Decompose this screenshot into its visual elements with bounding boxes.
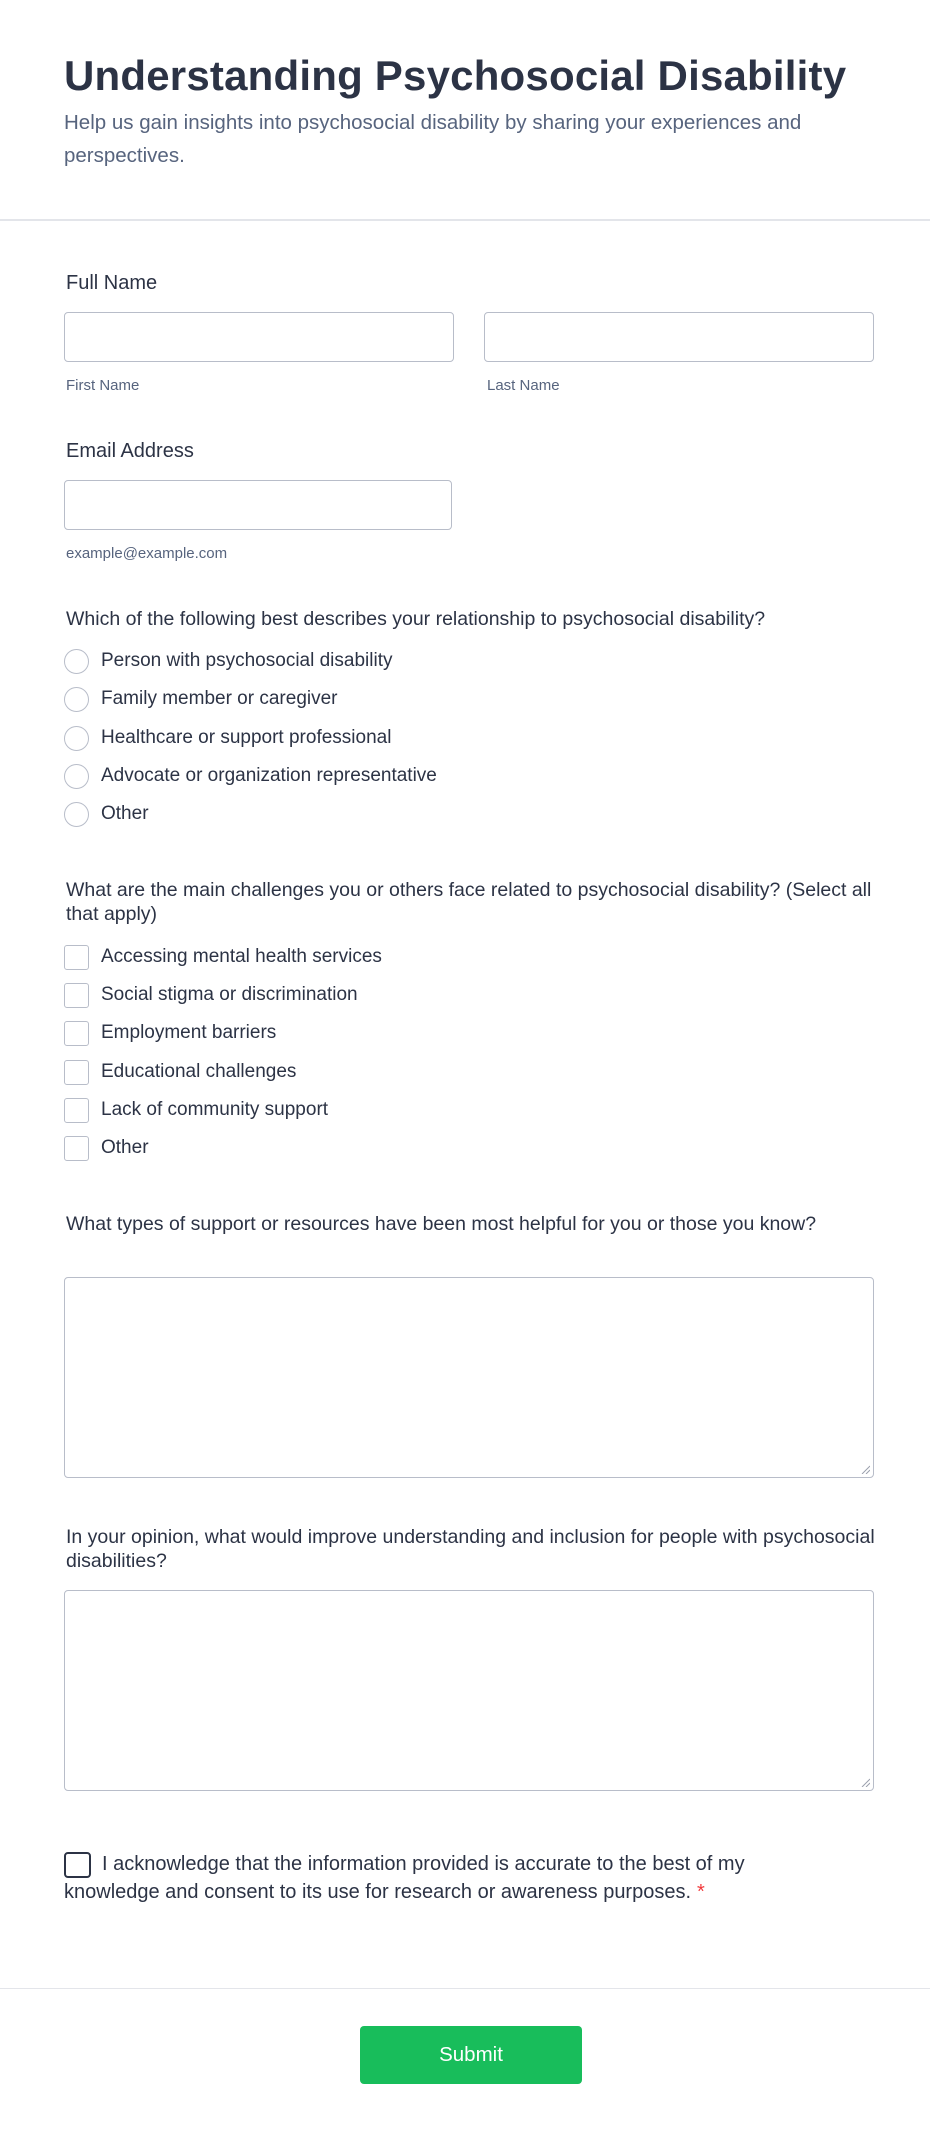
checkbox-other[interactable] <box>64 1136 89 1161</box>
support-textarea[interactable] <box>64 1277 874 1478</box>
form-header <box>0 0 930 221</box>
radio-label: Person with psychosocial disability <box>101 650 393 671</box>
radio-person-with-disability[interactable] <box>64 649 89 674</box>
checkbox-label: Lack of community support <box>101 1099 329 1120</box>
email-sublabel: example@example.com <box>66 545 228 562</box>
radio-label: Family member or caregiver <box>101 688 338 709</box>
checkbox-educational-challenges[interactable] <box>64 1060 89 1085</box>
acknowledge-label <box>64 1850 824 1906</box>
first-name-sublabel: First Name <box>66 377 140 394</box>
improve-textarea[interactable] <box>64 1590 874 1791</box>
improve-question: In your opinion, what would improve understanding and inclusion for people with psychosocial disabilities? <box>66 1526 875 1572</box>
radio-other[interactable] <box>64 802 89 827</box>
resize-grip-icon[interactable] <box>860 1777 870 1787</box>
first-name-input[interactable] <box>64 312 454 362</box>
relationship-question: Which of the following best describes your relationship to psychosocial disability? <box>66 608 766 630</box>
radio-label: Other <box>101 803 149 824</box>
checkbox-label: Other <box>101 1137 149 1158</box>
acknowledge-text: I acknowledge that the information provided is accurate to the best of my knowledge and consent to its use for research or awareness purposes. <box>64 1853 745 1903</box>
resize-grip-icon[interactable] <box>860 1464 870 1474</box>
challenges-question: What are the main challenges you or others face related to psychosocial disability? (Select all that apply) <box>66 879 872 925</box>
checkbox-community-support[interactable] <box>64 1098 89 1123</box>
radio-family-caregiver[interactable] <box>64 687 89 712</box>
checkbox-employment-barriers[interactable] <box>64 1021 89 1046</box>
email-input[interactable] <box>64 480 452 530</box>
checkbox-label: Social stigma or discrimination <box>101 984 358 1005</box>
checkbox-label: Educational challenges <box>101 1061 297 1082</box>
radio-label: Advocate or organization representative <box>101 765 437 786</box>
radio-label: Healthcare or support professional <box>101 727 392 748</box>
radio-advocate[interactable] <box>64 764 89 789</box>
submit-button[interactable]: Submit <box>360 2026 582 2084</box>
checkbox-social-stigma[interactable] <box>64 983 89 1008</box>
form-title: Understanding Psychosocial Disability <box>64 52 847 99</box>
required-asterisk: * <box>697 1881 705 1903</box>
form-subtitle: Help us gain insights into psychosocial disability by sharing your experiences and perspectives. <box>64 111 802 167</box>
radio-healthcare-professional[interactable] <box>64 726 89 751</box>
checkbox-label: Employment barriers <box>101 1022 277 1043</box>
last-name-input[interactable] <box>484 312 874 362</box>
full-name-label: Full Name <box>66 272 158 294</box>
support-question: What types of support or resources have been most helpful for you or those you know? <box>66 1213 817 1235</box>
checkbox-mental-health-services[interactable] <box>64 945 89 970</box>
email-label: Email Address <box>66 440 194 462</box>
last-name-sublabel: Last Name <box>487 377 560 394</box>
footer-divider <box>0 1988 930 1989</box>
checkbox-label: Accessing mental health services <box>101 946 382 967</box>
